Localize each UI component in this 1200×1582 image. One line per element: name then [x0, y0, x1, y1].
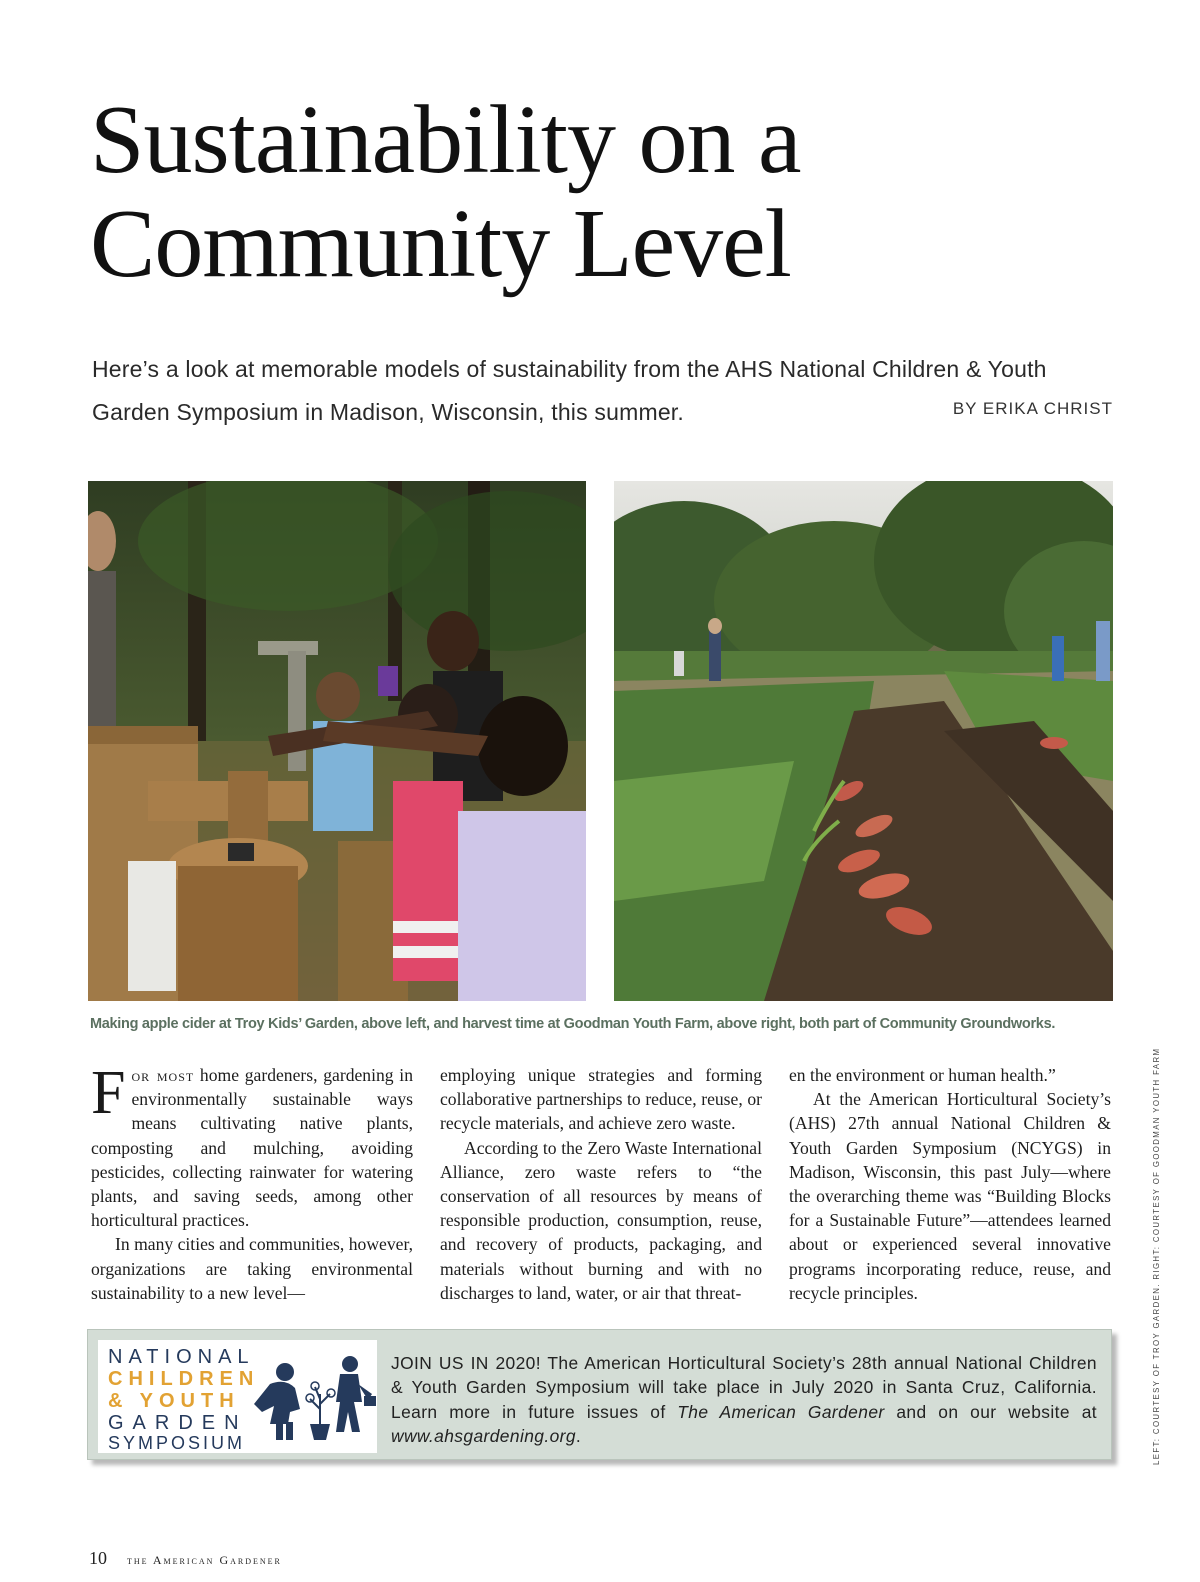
promo-box: [87, 1329, 1112, 1460]
logo-line-garden: GARDEN: [108, 1412, 248, 1434]
lead-in-smallcaps: or most: [131, 1065, 195, 1085]
apple-cider-illustration: [88, 481, 586, 1001]
paragraph-2: In many cities and communities, however, organizations are taking environmental sustainability to a new level—: [91, 1234, 413, 1303]
paragraph-3: employing unique strategies and forming collaborative partnerships to reduce, reuse, or recycle materials, and achieve zero waste.: [440, 1065, 762, 1134]
byline: BY ERIKA CHRIST: [952, 399, 1113, 418]
photo-caption: Making apple cider at Troy Kids’ Garden, above left, and harvest time at Goodman Youth Farm, above right, both part of Community Groundworks.: [90, 1016, 1056, 1032]
promo-text: [391, 1351, 1097, 1448]
logo-line-children: CHILDREN: [108, 1368, 260, 1390]
promo-text-middle: and on our website at: [884, 1401, 1098, 1422]
article-title: [90, 88, 990, 296]
title-line-1: Sustainability on a: [90, 86, 801, 194]
body-column-1: [91, 1059, 413, 1305]
paragraph-4: According to the Zero Waste International Alliance, zero waste refers to “the conservation of all resources by means of responsible production, consumption, reuse, and recovery of products, packaging, and materials without burning and with no discharges to land, water, or air that threat-: [440, 1137, 762, 1303]
photo-credit: LEFT: COURTESY OF TROY GARDEN. RIGHT: COURTESY OF GOODMAN YOUTH FARM: [1152, 1047, 1161, 1465]
article-deck: Here’s a look at memorable models of sustainability from the AHS National Children & Youth Garden Symposium in Madison, Wisconsin, this summer.: [92, 356, 1047, 425]
logo-line-national: NATIONAL: [108, 1346, 255, 1368]
magazine-name: The American Gardener: [677, 1401, 885, 1422]
photo-harvest: [614, 481, 1113, 1001]
body-column-2: [440, 1063, 762, 1305]
body-column-3: [789, 1063, 1111, 1305]
harvest-illustration: [614, 481, 1113, 1001]
promo-text-main: JOIN US IN 2020! The American Horticultural Society’s 28th annual National Children & Youth Garden Symposium will take place in July 2020 in Santa Cruz, California. Learn more in future issues of: [391, 1353, 1097, 1422]
paragraph-5: en the environment or human health.”: [789, 1065, 1056, 1085]
promo-text-end: .: [575, 1425, 582, 1446]
logo-line-youth: & YOUTH: [108, 1390, 240, 1412]
gardening-kids-icon: [240, 1354, 380, 1444]
publication-name: the American Gardener: [127, 1553, 282, 1567]
page-number: 10: [89, 1548, 107, 1568]
paragraph-intro: [91, 1059, 413, 1232]
drop-cap: F: [91, 1059, 126, 1127]
title-line-2: Community Level: [90, 190, 791, 298]
photo-apple-cider: [88, 481, 586, 1001]
website-url[interactable]: www.ahsgardening.org: [391, 1425, 576, 1446]
ncygs-logo: [98, 1340, 377, 1453]
paragraph-intro-text: home gardeners, gardening in environmentally sustainable ways means cultivating native plants, composting and mulching, avoiding pesticides, collecting rainwater for watering plants, and saving seeds, among other horticultural practices.: [91, 1065, 413, 1231]
page-footer: [89, 1548, 282, 1569]
logo-line-symposium: SYMPOSIUM: [108, 1433, 246, 1453]
paragraph-6: At the American Horticultural Society’s (AHS) 27th annual National Children & Youth Garden Symposium (NCYGS) in Madison, Wisconsin, this past July—where the overarching theme was “Building Blocks for a Sustainable Future”—attendees learned about or experienced several innovative programs incorporating reduce, reuse, and recycle principles.: [789, 1089, 1111, 1303]
